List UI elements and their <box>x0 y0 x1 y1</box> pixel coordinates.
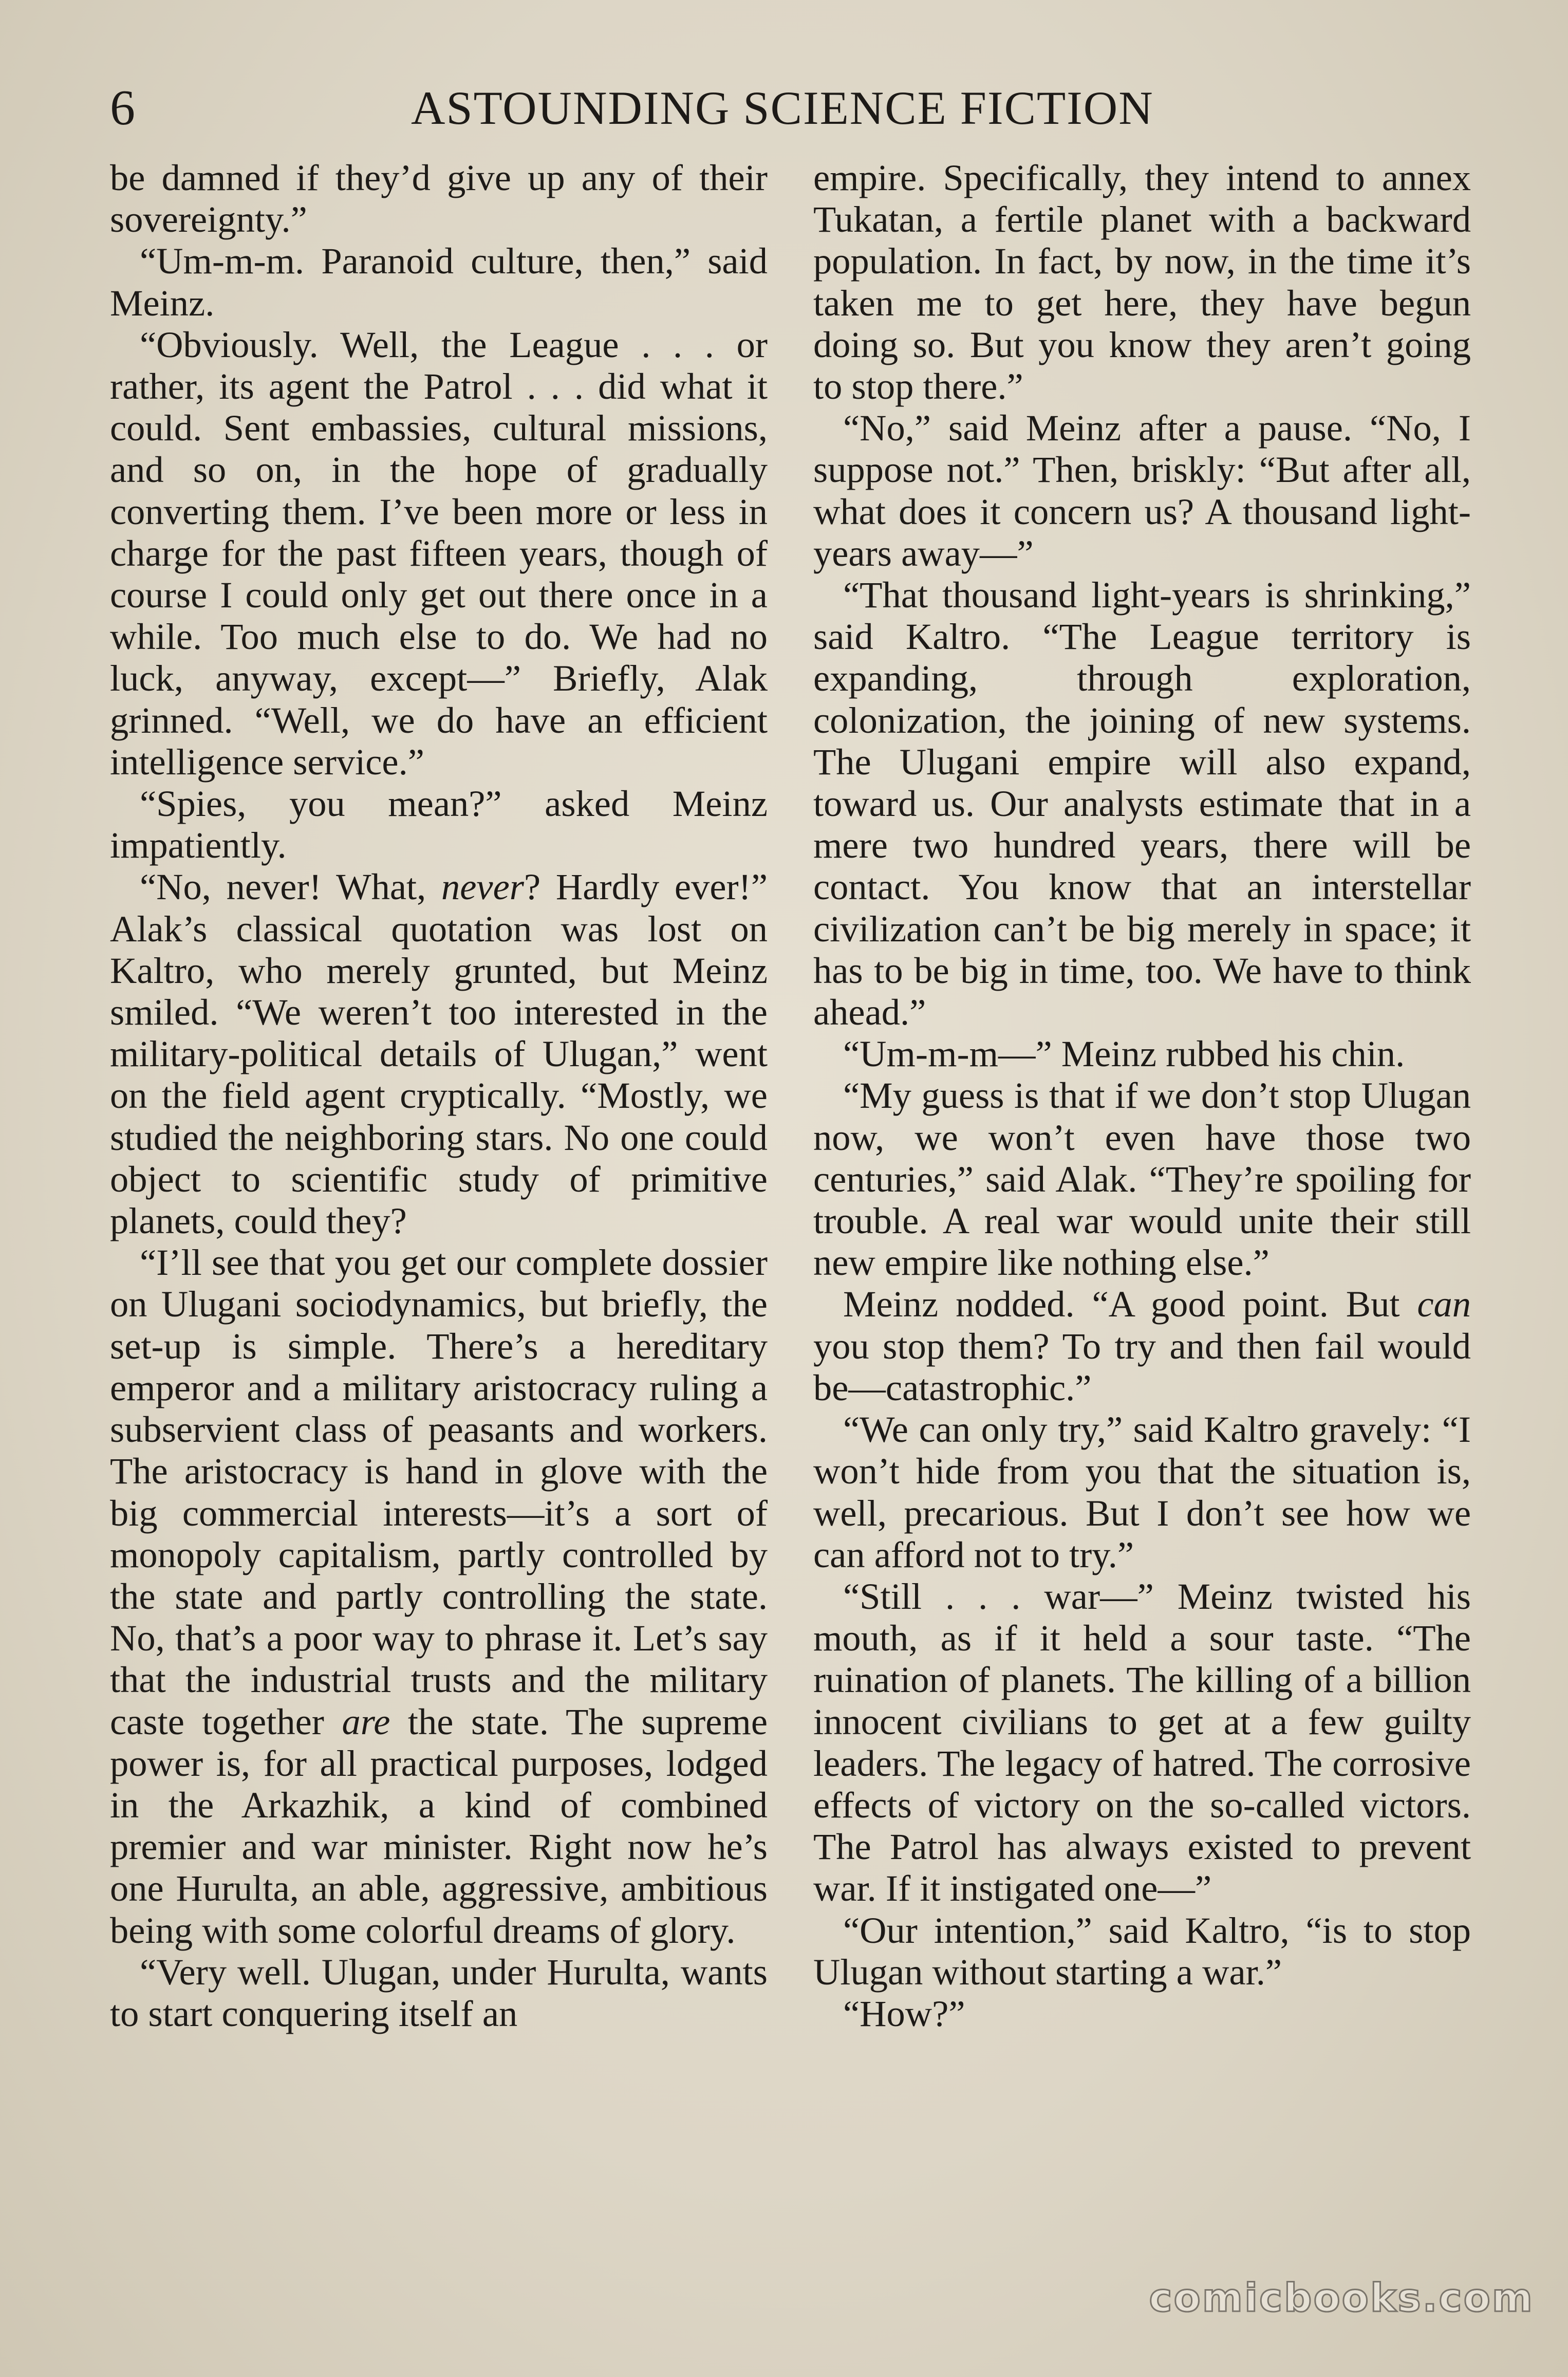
paragraph-text: “Spies, you mean?” asked Meinz impatiently. <box>110 783 768 866</box>
italic-emphasis: can <box>1417 1283 1471 1325</box>
paragraph <box>813 407 1471 574</box>
paragraph <box>110 783 768 866</box>
paragraph-text: be damned if they’d give up any of their sovereignty.” <box>110 157 768 240</box>
italic-emphasis: never <box>441 866 525 908</box>
left-text-column <box>110 157 768 2034</box>
paragraph-text: “Our intention,” said Kaltro, “is to stop Ulugan without starting a war.” <box>813 1909 1471 1993</box>
watermark: comicbooks.com <box>1149 2275 1534 2320</box>
paragraph-text: the state. The supreme power is, for all practical purposes, lodged in the Arkazhik, a kind of combined premier and war minister. Right now he’s one Hurulta, an able, aggressive, ambitious being with some colorful dreams of glory. <box>110 1700 768 1951</box>
paragraph <box>110 1241 768 1951</box>
paragraph-text: “Um-m-m. Paranoid culture, then,” said Meinz. <box>110 240 768 324</box>
paragraph <box>813 1408 1471 1575</box>
paragraph <box>813 1283 1471 1408</box>
paragraph-text: “Um-m-m—” Meinz rubbed his chin. <box>843 1033 1405 1075</box>
page-header <box>0 77 1568 139</box>
italic-emphasis: are <box>342 1700 390 1742</box>
paragraph-text: “No,” said Meinz after a pause. “No, I suppose not.” Then, briskly: “But after all, what does it concern us? A thousand light-years away—” <box>813 407 1471 574</box>
paragraph <box>813 157 1471 407</box>
paragraph-text: “My guess is that if we don’t stop Ulugan now, we won’t even have those two centuries,” said Alak. “They’re spoiling for trouble. A real war would unite their still new empire like nothing else.” <box>813 1074 1471 1284</box>
paragraph <box>813 1033 1471 1074</box>
paragraph-text: you stop them? To try and then fail would be—catastrophic.” <box>813 1325 1471 1408</box>
paragraph-text: empire. Specifically, they intend to annex Tukatan, a fertile planet with a backward population. In fact, by now, in the time it’s taken me to get here, they have begun doing so. But you know they aren’t going to stop there.” <box>813 157 1471 407</box>
paragraph-text: “No, never! What, <box>140 866 441 908</box>
paragraph-text: “Still . . . war—” Meinz twisted his mouth, as if it held a sour taste. “The ruination of planets. The killing of a billion innocent civilians to get at a few guilty leaders. The legacy of hatred. The corrosive effects of victory on the so-called victors. The Patrol has always existed to prevent war. If it instigated one—” <box>813 1575 1471 1909</box>
paragraph <box>813 1074 1471 1283</box>
paragraph <box>110 240 768 323</box>
paragraph <box>813 1575 1471 1909</box>
paragraph-text: “I’ll see that you get our complete dossier on Ulugani sociodynamics, but briefly, the set-up is simple. There’s a hereditary emperor and a military aristocracy ruling a subservient class of peasants and workers. The aristocracy is hand in glove with the big commercial interests—it’s a sort of monopoly capitalism, partly controlled by the state and partly controlling the state. No, that’s a poor way to phrase it. Let’s say that the industrial trusts and the military caste together <box>110 1241 768 1742</box>
paragraph-text: “Very well. Ulugan, under Hurulta, wants to start conquering itself an <box>110 1951 768 2034</box>
paragraph <box>813 574 1471 1033</box>
paragraph <box>110 1951 768 2034</box>
paragraph <box>110 157 768 240</box>
paragraph-text: “Obviously. Well, the League . . . or rather, its agent the Patrol . . . did what it could. Sent embassies, cultural missions, and so on, in the hope of gradually converting them. I’ve been more or less in charge for the past fifteen years, though of course I could only get out there once in a while. Too much else to do. We had no luck, anyway, except—” Briefly, Alak grinned. “Well, we do have an efficient intelligence service.” <box>110 323 768 783</box>
paragraph <box>110 324 768 783</box>
paragraph <box>110 866 768 1241</box>
paragraph-text: ? Hardly ever!” Alak’s classical quotation was lost on Kaltro, who merely grunted, but Meinz smiled. “We weren’t too interested in the military-political details of Ulugan,” went on the field agent cryptically. “Mostly, we studied the neighboring stars. No one could object to scientific study of primitive planets, could they? <box>110 866 768 1242</box>
paragraph <box>813 1909 1471 1993</box>
right-text-column <box>813 157 1471 2034</box>
paragraph-text: “That thousand light-years is shrinking,” said Kaltro. “The League territory is expanding, through exploration, colonization, the joining of new systems. The Ulugani empire will also expand, toward us. Our analysts estimate that in a mere two hundred years, there will be contact. You know that an interstellar civilization can’t be big merely in space; it has to be big in time, too. We have to think ahead.” <box>813 574 1471 1033</box>
running-title: ASTOUNDING SCIENCE FICTION <box>411 82 1154 134</box>
paragraph <box>813 1993 1471 2034</box>
paragraph-text: Meinz nodded. “A good point. But <box>843 1283 1417 1325</box>
paragraph-text: “How?” <box>843 1992 965 2034</box>
page-number: 6 <box>110 80 135 136</box>
paragraph-text: “We can only try,” said Kaltro gravely: “I won’t hide from you that the situation is, well, precarious. But I don’t see how we can afford not to try.” <box>813 1408 1471 1575</box>
